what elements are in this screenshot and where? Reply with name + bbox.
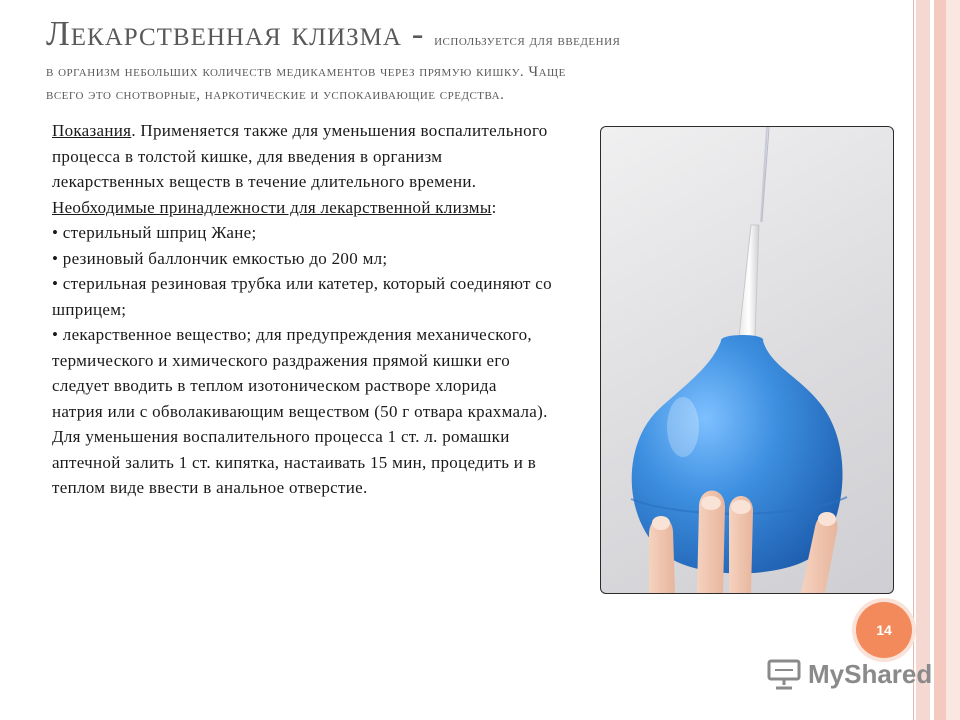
slide-body — [52, 118, 552, 501]
subtitle-line-2: всего это снотворные, наркотические и успокаивающие средства. — [46, 87, 505, 103]
watermark-text: MyShared — [808, 658, 933, 689]
indications-paragraph — [52, 118, 552, 195]
supplies-heading: Необходимые принадлежности для лекарственной клизмы: — [52, 197, 497, 217]
title-continuation: используется для введения — [434, 33, 621, 49]
subtitle-line-1: в организм небольших количеств медикаментов через прямую кишку. Чаще — [46, 64, 566, 80]
list-item: • лекарственное вещество; для предупреждения механического, термического и химического раздражения прямой кишки его следует вводить в теплом изотоническом растворе хлорида натрия или с обволакивающим веществом (50 г отвара крахмала). Для уменьшения воспалительного процесса 1 ст. л. ромашки аптечной залить 1 ст. кипятка, настаивать 15 мин, процедить и в теплом виде ввести в анальное отверстие. — [52, 325, 548, 497]
enema-bulb-photo — [600, 126, 894, 594]
presentation-logo-icon — [766, 657, 802, 691]
list-item: • резиновый баллончик емкостью до 200 мл; — [52, 248, 388, 268]
title-dash: - — [401, 14, 435, 53]
list-item: • стерильная резиновая трубка или катетер, который соединяют со шприцем; — [52, 274, 552, 319]
slide-title — [46, 14, 906, 107]
indications-label: Показания — [52, 121, 132, 140]
page-number-badge: 14 — [856, 602, 912, 658]
supplies-label: Необходимые принадлежности для лекарственной клизмы — [52, 197, 492, 217]
decorative-side-band — [916, 0, 960, 720]
title-first-letter: Л — [46, 14, 71, 53]
right-border-line — [913, 0, 914, 720]
list-item: • стерильный шприц Жане; — [52, 223, 257, 242]
myshared-watermark — [766, 656, 932, 692]
enema-bulb-illustration — [601, 127, 893, 593]
indications-text: . Применяется также для уменьшения воспалительного процесса в толстой кишке, для введения в организм лекарственных веществ в течение длительного времени. — [52, 121, 548, 191]
title-heading: екарственная клизма — [70, 14, 402, 53]
